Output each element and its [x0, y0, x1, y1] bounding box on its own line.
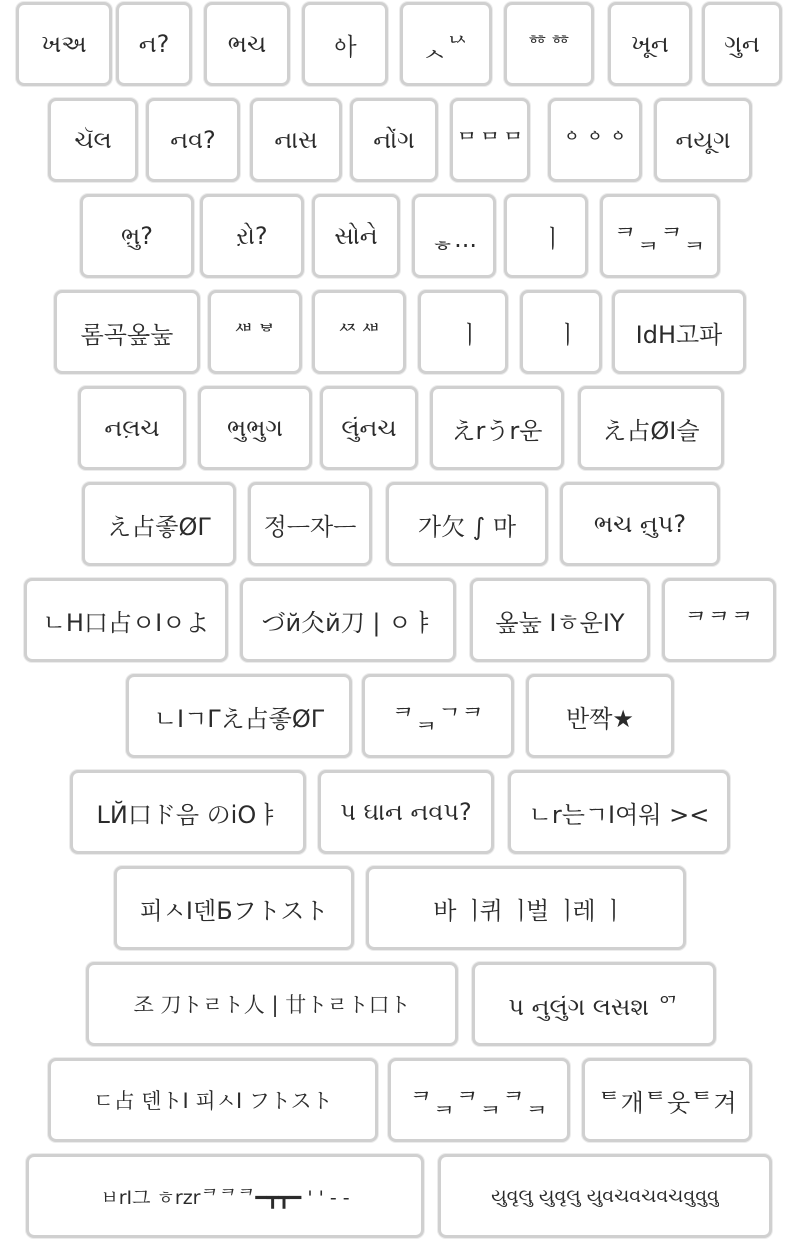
emoticon-key-label: ભચ ન઼ુપ? — [593, 510, 687, 538]
emoticon-key[interactable] — [400, 2, 492, 86]
emoticon-key[interactable] — [116, 2, 192, 86]
emoticon-key-label: IdH고파 — [635, 320, 723, 349]
emoticon-key[interactable] — [80, 194, 194, 278]
emoticon-key[interactable] — [54, 290, 200, 374]
emoticon-key[interactable] — [350, 98, 438, 182]
emoticon-key-label: પ ઘાન નવપ? — [340, 798, 472, 826]
emoticon-key-label: ᇂ... — [430, 224, 478, 253]
emoticon-key-label: ભ઼ુ? — [121, 222, 153, 250]
emoticon-key-label: નોંગ — [373, 126, 415, 154]
emoticon-key-label: 옾눞 Iㅎ운IY — [495, 608, 625, 637]
emoticon-key[interactable] — [366, 866, 686, 950]
emoticon-key[interactable] — [608, 2, 692, 86]
emoticon-key-label: ખઅ — [41, 30, 87, 58]
emoticon-key-label: ᅌᅡ — [333, 32, 357, 61]
emoticon-key-label: 가欠 ∫ 마 — [417, 512, 517, 541]
emoticon-key-label: え占좋ØΓ — [107, 512, 211, 541]
emoticon-key[interactable] — [312, 290, 406, 374]
emoticon-key-label: 반짝★ — [566, 704, 634, 733]
emoticon-key-label: યુવૃલુ યુવૃલુ યુવચવચવચવુવુવુ — [491, 1185, 719, 1207]
emoticon-key[interactable] — [26, 1154, 424, 1238]
emoticon-key-label: 바ᅟᅵ퀴ᅟᅵ벌ᅟᅵ레ᅟᅵ — [433, 896, 619, 925]
emoticon-key[interactable] — [438, 1154, 772, 1238]
emoticon-key[interactable] — [302, 2, 388, 86]
emoticon-key-label: ᄶᄲ — [335, 320, 383, 349]
emoticon-key[interactable] — [248, 482, 372, 566]
emoticon-key[interactable] — [208, 290, 302, 374]
emoticon-key-label: ㅂrI그 ㅎrzrᄏᄏᄏ━┳┳━ ' ' - - — [100, 1186, 350, 1209]
emoticon-key[interactable] — [86, 962, 458, 1046]
emoticon-key[interactable] — [412, 194, 496, 278]
emoticon-key-label: નવ? — [170, 126, 216, 154]
emoticon-key[interactable] — [24, 578, 228, 662]
emoticon-key-label: ખૂન — [631, 30, 669, 58]
emoticon-key[interactable] — [78, 386, 186, 470]
emoticon-key[interactable] — [318, 770, 494, 854]
emoticon-key-label: えrうr운 — [451, 416, 543, 445]
emoticon-key[interactable] — [548, 98, 642, 182]
emoticon-key[interactable] — [470, 578, 650, 662]
emoticon-key-label: નાસ — [274, 126, 318, 154]
emoticon-key-label: ㄴr는ㄱI여워 >< — [528, 800, 710, 829]
emoticon-key-label: ᄏᆿᄀᄏ — [391, 704, 485, 733]
emoticon-key-label: 정ᅳ자ᅳ — [263, 512, 357, 541]
emoticon-key-label: え占ØI슬 — [602, 416, 700, 445]
emoticon-key[interactable] — [600, 194, 720, 278]
emoticon-key[interactable] — [582, 1058, 752, 1142]
emoticon-key-label: ગુન — [724, 30, 760, 58]
emoticon-key[interactable] — [82, 482, 236, 566]
emoticon-key-label: ચૅલ — [74, 126, 112, 154]
emoticon-key-label: 조 刀トㄹト人 | 廿トㄹト口ト — [133, 993, 411, 1017]
emoticon-key-label: ㄷ占 덴トI 피ㅅI フトスト — [93, 1089, 333, 1113]
emoticon-key-label: LЙ口ド음 のiOㅑ — [96, 800, 280, 829]
emoticon-key-label: નલ઼ચ — [104, 414, 160, 442]
emoticon-key[interactable] — [204, 2, 290, 86]
emoticon-key-label: ᅘᅘ — [525, 32, 573, 61]
emoticon-key-label: પ નુલુંગ લસશ ᅁ — [508, 992, 680, 1021]
emoticon-key[interactable] — [320, 386, 418, 470]
emoticon-key[interactable] — [578, 386, 724, 470]
emoticon-key[interactable] — [450, 98, 530, 182]
emoticon-key[interactable] — [146, 98, 240, 182]
emoticon-key-label: ᄏᆿᄏᆿ — [613, 224, 707, 253]
emoticon-key-label: づй仌й刀 | ㅇㅑ — [261, 608, 435, 637]
emoticon-key[interactable] — [362, 674, 514, 758]
emoticon-key[interactable] — [312, 194, 400, 278]
emoticon-key[interactable] — [472, 962, 716, 1046]
emoticon-key[interactable] — [240, 578, 456, 662]
emoticon-key[interactable] — [70, 770, 306, 854]
emoticon-key-label: ㄴH口占ㅇIㅇよ — [42, 608, 210, 637]
emoticon-key[interactable] — [200, 194, 304, 278]
emoticon-key-label: 피ㅅI덴Бフトスト — [139, 896, 329, 925]
emoticon-key[interactable] — [702, 2, 782, 86]
emoticon-key[interactable] — [250, 98, 342, 182]
emoticon-key[interactable] — [654, 98, 752, 182]
emoticon-key[interactable] — [386, 482, 548, 566]
emoticon-key[interactable] — [126, 674, 352, 758]
emoticon-key[interactable] — [418, 290, 508, 374]
emoticon-key[interactable] — [114, 866, 354, 950]
emoticon-key-label: ᅌᅌᅌ — [560, 128, 630, 157]
emoticon-key-label: ᅟᅵ — [549, 320, 573, 349]
emoticon-key-label: નયૂગ — [675, 126, 731, 154]
emoticon-key-label: ર઼ો? — [236, 222, 268, 250]
emoticon-key-label: ᅟᅵ — [451, 320, 475, 349]
emoticon-key-label: ભચ — [227, 30, 267, 58]
emoticon-key-label: સોને — [334, 222, 378, 250]
emoticon-key[interactable] — [520, 290, 602, 374]
emoticon-key-label: ન? — [138, 30, 170, 58]
emoticon-key[interactable] — [48, 1058, 378, 1142]
emoticon-key[interactable] — [504, 2, 594, 86]
emoticon-key[interactable] — [504, 194, 588, 278]
emoticon-key-label: ᄆᄆᄆ — [455, 128, 525, 157]
emoticon-key[interactable] — [430, 386, 564, 470]
emoticon-key-label: લુંનચ — [341, 414, 397, 442]
emoticon-key-label: ᄏᆿᄏᆿᄏᆿ — [409, 1088, 549, 1117]
emoticon-key-label: ᄐ개ᄐ웃ᄐ겨 — [597, 1088, 737, 1117]
emoticon-key[interactable] — [508, 770, 730, 854]
emoticon-key-label: ᆺᅛ — [422, 32, 470, 61]
emoticon-key[interactable] — [662, 578, 776, 662]
emoticon-key-label: ᅟᅵ — [534, 224, 558, 253]
emoticon-key[interactable] — [560, 482, 720, 566]
emoticon-key-label: ᄏᄏᄏ — [684, 608, 754, 637]
emoticon-key[interactable] — [612, 290, 746, 374]
emoticon-key-label: ભુભુગ — [227, 414, 283, 442]
emoticon-key-label: ㄴIㄱΓえ占좋ØΓ — [153, 704, 325, 733]
emoticon-key-label: 롬곡옾눞 — [80, 320, 174, 349]
emoticon-key-label: ᄲᄫ — [231, 320, 279, 349]
emoticon-key[interactable] — [198, 386, 312, 470]
emoticon-key[interactable] — [526, 674, 674, 758]
emoticon-key[interactable] — [16, 2, 112, 86]
emoticon-key[interactable] — [48, 98, 138, 182]
emoticon-key[interactable] — [388, 1058, 570, 1142]
